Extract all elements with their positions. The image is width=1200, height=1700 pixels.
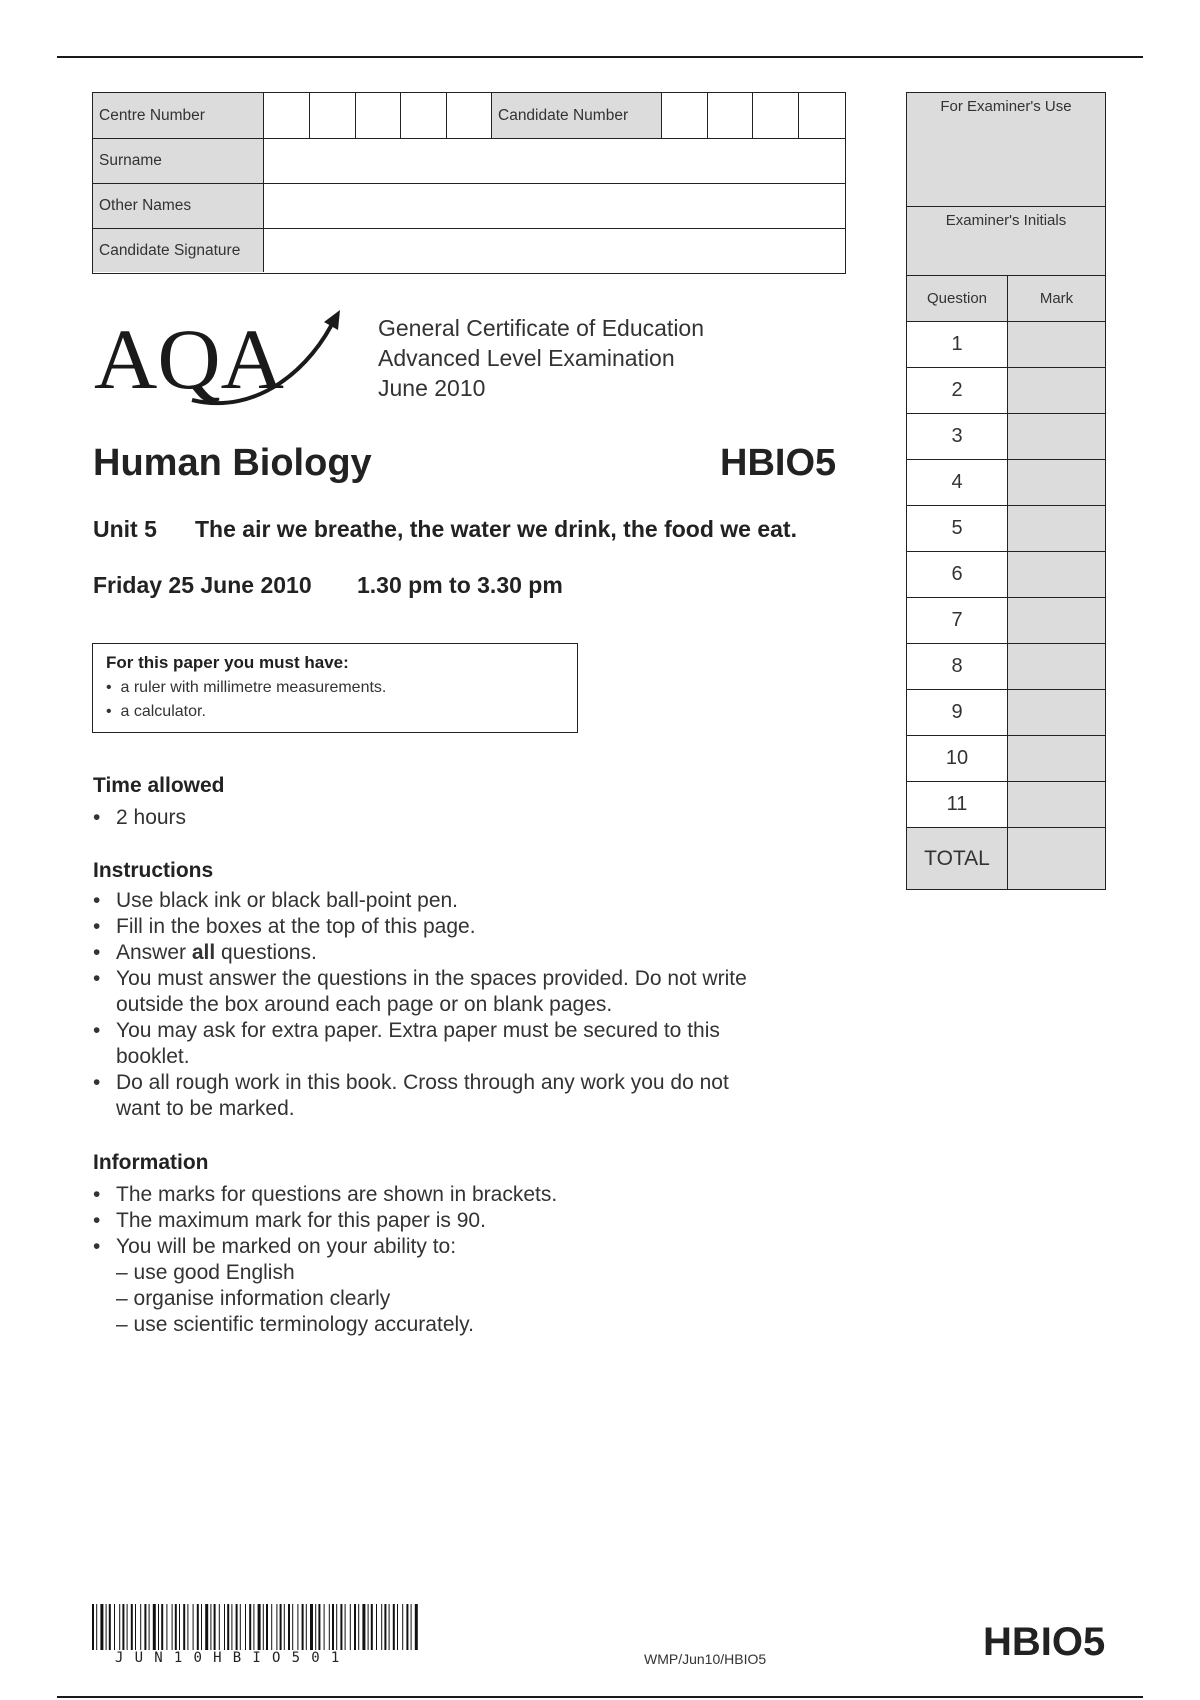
barcode-bar <box>263 1604 264 1650</box>
question-number: 8 <box>907 644 1008 689</box>
barcode-bar <box>193 1604 194 1650</box>
barcode-bar <box>109 1604 111 1650</box>
barcode-bar <box>201 1604 202 1650</box>
mark-cell[interactable] <box>1008 414 1105 459</box>
barcode-bar <box>318 1604 320 1650</box>
information-sub-item: – organise information clearly <box>116 1287 391 1310</box>
equipment-box <box>92 643 578 733</box>
barcode-bar <box>153 1604 156 1650</box>
barcode-bar <box>389 1604 390 1650</box>
barcode-bar <box>266 1604 268 1650</box>
centre-number-box[interactable] <box>309 93 355 138</box>
candidate-details-form <box>92 92 846 274</box>
barcode <box>92 1604 422 1650</box>
barcode-bar <box>253 1604 254 1650</box>
barcode-bar <box>197 1604 199 1650</box>
barcode-bar <box>158 1604 159 1650</box>
bullet-icon: • <box>93 1183 101 1206</box>
question-row <box>906 736 1106 782</box>
total-mark-cell[interactable] <box>1008 828 1105 889</box>
bullet-icon: • <box>106 679 112 696</box>
barcode-bar <box>144 1604 146 1650</box>
question-row <box>906 690 1106 736</box>
question-header-row <box>906 276 1106 322</box>
information-heading: Information <box>93 1151 209 1174</box>
bullet-icon: • <box>93 941 101 964</box>
barcode-bar <box>336 1604 337 1650</box>
surname-row <box>93 139 845 184</box>
question-row <box>906 782 1106 828</box>
barcode-bar <box>310 1604 313 1650</box>
candidate-number-label: Candidate Number <box>491 93 661 138</box>
centre-number-box[interactable] <box>355 93 400 138</box>
mark-cell[interactable] <box>1008 690 1105 735</box>
barcode-bar <box>219 1604 220 1650</box>
barcode-bar <box>315 1604 316 1650</box>
mark-cell[interactable] <box>1008 644 1105 689</box>
question-row <box>906 506 1106 552</box>
barcode-bar <box>236 1604 238 1650</box>
total-label: TOTAL <box>907 828 1008 889</box>
mark-header: Mark <box>1008 276 1105 321</box>
time-allowed-heading: Time allowed <box>93 774 225 797</box>
question-number: 7 <box>907 598 1008 643</box>
question-number: 6 <box>907 552 1008 597</box>
bullet-icon: • <box>106 703 112 720</box>
barcode-bar <box>329 1604 330 1650</box>
barcode-bar <box>297 1604 298 1650</box>
question-number: 11 <box>907 782 1008 827</box>
barcode-bar <box>131 1604 133 1650</box>
surname-field[interactable] <box>263 139 845 183</box>
barcode-bar <box>384 1604 386 1650</box>
equipment-item: • a calculator. <box>106 703 206 720</box>
barcode-bar <box>210 1604 211 1650</box>
barcode-bar <box>376 1604 377 1650</box>
question-row <box>906 322 1106 368</box>
barcode-bar <box>371 1604 373 1650</box>
barcode-bar <box>276 1604 277 1650</box>
mark-cell[interactable] <box>1008 552 1105 597</box>
barcode-bar <box>324 1604 325 1650</box>
barcode-bar <box>358 1604 359 1650</box>
surname-label: Surname <box>93 139 263 183</box>
question-row <box>906 368 1106 414</box>
bullet-icon: • <box>93 1019 101 1042</box>
question-header: Question <box>907 276 1008 321</box>
question-row <box>906 552 1106 598</box>
number-row <box>93 93 845 139</box>
question-row <box>906 644 1106 690</box>
barcode-bar <box>271 1604 272 1650</box>
centre-number-box[interactable] <box>263 93 309 138</box>
barcode-bar <box>240 1604 241 1650</box>
header-line-3: June 2010 <box>378 375 486 401</box>
unit-line <box>93 516 797 543</box>
barcode-bar <box>258 1604 261 1650</box>
barcode-bar <box>205 1604 208 1650</box>
question-number: 3 <box>907 414 1008 459</box>
barcode-bar <box>114 1604 115 1650</box>
barcode-bar <box>340 1604 342 1650</box>
bottom-rule <box>57 1696 1143 1698</box>
bullet-icon: • <box>93 889 101 912</box>
examiner-use-label: For Examiner's Use <box>906 92 1106 208</box>
question-number: 10 <box>907 736 1008 781</box>
other-names-field[interactable] <box>263 184 845 228</box>
barcode-bar <box>122 1604 124 1650</box>
header-line-1: General Certificate of Education <box>378 315 705 341</box>
information-sub-item: – use good English <box>116 1261 295 1284</box>
barcode-bar <box>350 1604 351 1650</box>
question-number: 5 <box>907 506 1008 551</box>
equipment-heading: For this paper you must have: <box>106 653 349 672</box>
centre-number-box[interactable] <box>446 93 491 138</box>
barcode-bar <box>393 1604 395 1650</box>
mark-cell[interactable] <box>1008 460 1105 505</box>
barcode-text: JUN10HBIO501 <box>115 1650 351 1666</box>
question-row <box>906 460 1106 506</box>
bullet-icon: • <box>93 967 101 990</box>
candidate-number-box[interactable] <box>661 93 707 138</box>
mark-cell[interactable] <box>1008 322 1105 367</box>
footer-paper-code: HBIO5 <box>983 1620 1106 1664</box>
barcode-bar <box>354 1604 356 1650</box>
barcode-bar <box>292 1604 293 1650</box>
mark-cell[interactable] <box>1008 598 1105 643</box>
bullet-icon: • <box>93 1235 101 1258</box>
barcode-bar <box>302 1604 304 1650</box>
barcode-bar <box>96 1604 97 1650</box>
barcode-bar <box>179 1604 180 1650</box>
barcode-bar <box>224 1604 225 1650</box>
instruction-continuation: want to be marked. <box>116 1097 295 1120</box>
barcode-bar <box>402 1604 403 1650</box>
barcode-bar <box>362 1604 365 1650</box>
mark-cell[interactable] <box>1008 506 1105 551</box>
barcode-bar <box>172 1604 173 1650</box>
subject-title: Human Biology <box>93 442 372 484</box>
barcode-bar <box>187 1604 188 1650</box>
barcode-bar <box>231 1604 232 1650</box>
question-number: 4 <box>907 460 1008 505</box>
barcode-bar <box>100 1604 103 1650</box>
barcode-bar <box>345 1604 346 1650</box>
mark-cell[interactable] <box>1008 368 1105 413</box>
header-line-2: Advanced Level Examination <box>378 345 675 371</box>
barcode-bar <box>411 1604 412 1650</box>
examiner-box <box>906 92 1108 890</box>
barcode-bar <box>381 1604 382 1650</box>
instruction-continuation: outside the box around each page or on blank pages. <box>116 993 613 1016</box>
barcode-bar <box>127 1604 128 1650</box>
barcode-bar <box>214 1604 216 1650</box>
date-line <box>93 572 563 599</box>
signature-field[interactable] <box>263 229 845 272</box>
candidate-number-box[interactable] <box>707 93 752 138</box>
barcode-bar <box>368 1604 369 1650</box>
barcode-bar <box>245 1604 246 1650</box>
mark-cell[interactable] <box>1008 736 1105 781</box>
barcode-bar <box>284 1604 285 1650</box>
barcode-bar <box>140 1604 141 1650</box>
paper-reference: WMP/Jun10/HBIO5 <box>644 1651 767 1667</box>
barcode-bar <box>92 1604 94 1650</box>
other-names-row <box>93 184 845 229</box>
other-names-label: Other Names <box>93 184 263 228</box>
signature-row <box>93 229 845 272</box>
barcode-bar <box>249 1604 251 1650</box>
barcode-bar <box>161 1604 163 1650</box>
candidate-number-box[interactable] <box>752 93 798 138</box>
aqa-logo-text: AQA <box>94 311 284 407</box>
unit-title: The air we breathe, the water we drink, the food we eat. <box>195 516 797 542</box>
paper-code: HBIO5 <box>720 442 837 484</box>
centre-number-box[interactable] <box>400 93 446 138</box>
barcode-bar <box>149 1604 150 1650</box>
barcode-bar <box>135 1604 136 1650</box>
total-row <box>906 828 1106 890</box>
question-row <box>906 598 1106 644</box>
exam-time: 1.30 pm to 3.30 pm <box>357 572 563 598</box>
question-number: 9 <box>907 690 1008 735</box>
equipment-item: • a ruler with millimetre measurements. <box>106 679 387 696</box>
question-row <box>906 414 1106 460</box>
bullet-icon: • <box>93 806 101 829</box>
candidate-number-box[interactable] <box>798 93 845 138</box>
barcode-bar <box>397 1604 398 1650</box>
barcode-bar <box>106 1604 107 1650</box>
barcode-bar <box>166 1604 167 1650</box>
question-number: 1 <box>907 322 1008 367</box>
unit-label: Unit 5 <box>93 516 157 542</box>
barcode-bar <box>332 1604 334 1650</box>
instruction-continuation: booklet. <box>116 1045 190 1068</box>
bullet-icon: • <box>93 1209 101 1232</box>
centre-number-label: Centre Number <box>93 93 263 138</box>
barcode-bar <box>288 1604 290 1650</box>
bullet-icon: • <box>93 915 101 938</box>
barcode-bar <box>306 1604 307 1650</box>
information-sub-item: – use scientific terminology accurately. <box>116 1313 474 1336</box>
top-rule <box>57 56 1143 58</box>
barcode-bar <box>280 1604 282 1650</box>
mark-cell[interactable] <box>1008 782 1105 827</box>
aqa-logo <box>92 308 344 408</box>
barcode-bar <box>175 1604 177 1650</box>
exam-date: Friday 25 June 2010 <box>93 572 312 598</box>
instructions-heading: Instructions <box>93 859 214 882</box>
barcode-bar <box>183 1604 185 1650</box>
barcode-bar <box>119 1604 120 1650</box>
question-number: 2 <box>907 368 1008 413</box>
barcode-bar <box>406 1604 408 1650</box>
examiner-initials-label: Examiner's Initials <box>906 206 1106 276</box>
bullet-icon: • <box>93 1071 101 1094</box>
signature-label: Candidate Signature <box>93 229 263 272</box>
barcode-bar <box>227 1604 229 1650</box>
barcode-bar <box>415 1604 418 1650</box>
